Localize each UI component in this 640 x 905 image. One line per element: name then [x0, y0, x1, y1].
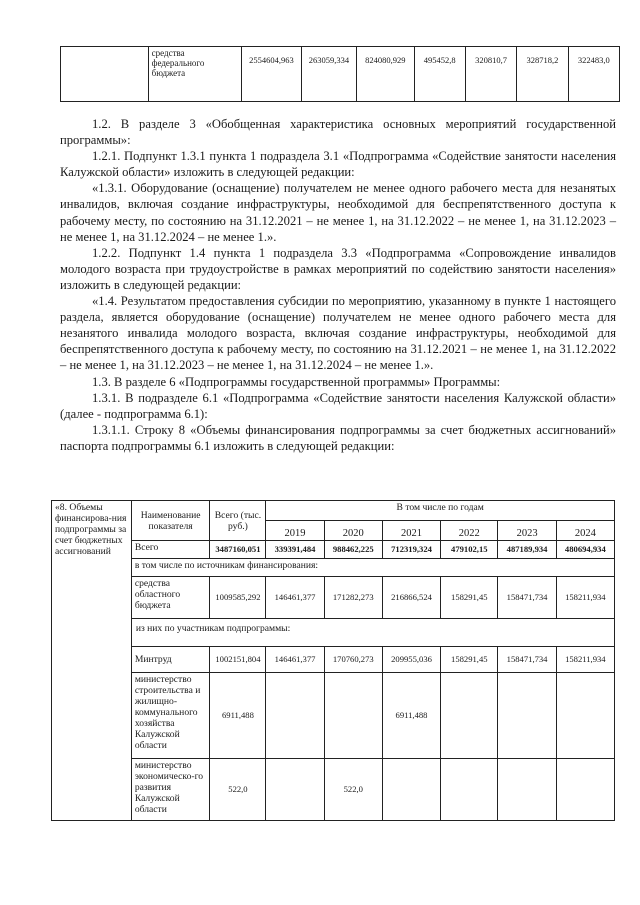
value-cell: 712319,324 [382, 541, 440, 559]
value-cell [498, 673, 556, 759]
value-cell: 6911,488 [210, 673, 266, 759]
top-table-fragment [60, 46, 620, 102]
value-cell: 328718,2 [517, 47, 568, 102]
value-cell: 146461,377 [266, 647, 324, 673]
paragraph: «1.4. Результатом предоставления субсидии по мероприятию, указанному в пункте 1 настоящего раздела, является оборудование (оснащение) получателем не менее одного рабочего места для незанятого инвалида молодого возраста, включая создание инфраструктуры, необходимой для беспрепятственного доступа к рабочему месту, по состоянию на 31.12.2021 – не менее 1, на 31.12.2022 – не менее 1, на 31.12.2023 – не менее 1, на 31.12.2024 – не менее 1.». [60, 294, 616, 373]
paragraph: 1.3. В разделе 6 «Подпрограммы государственной программы» Программы: [92, 374, 501, 389]
table-row [52, 577, 615, 619]
value-cell: 158211,934 [556, 647, 614, 673]
column-header: Всего (тыс. руб.) [210, 501, 266, 541]
table-row [52, 559, 615, 577]
paragraph: 1.3.1. В подразделе 6.1 «Подпрограмма «Содействие занятости населения Калужской области» (далее - подпрограмма 6.1): [60, 390, 616, 421]
year-header: 2023 [498, 521, 556, 541]
value-cell [498, 759, 556, 821]
year-header: 2024 [556, 521, 614, 541]
value-cell: 209955,036 [382, 647, 440, 673]
value-cell: 479102,15 [441, 541, 498, 559]
table-row [52, 673, 615, 759]
value-cell [556, 759, 614, 821]
row-title: «8. Объемы финансирова-ния подпрограммы за счет бюджетных ассигнований [52, 501, 132, 821]
value-cell: 6911,488 [382, 673, 440, 759]
table-row [52, 619, 615, 647]
year-header: 2019 [266, 521, 324, 541]
value-cell: 322483,0 [568, 47, 619, 102]
value-cell [556, 673, 614, 759]
row-label: средства федерального бюджета [148, 47, 242, 102]
subheader: в том числе по источникам финансирования: [131, 559, 614, 577]
value-cell: 480694,934 [556, 541, 614, 559]
value-cell [266, 759, 324, 821]
value-cell: 146461,377 [266, 577, 324, 619]
paragraph: 1.2.1. Подпункт 1.3.1 пункта 1 подраздела 3.1 «Подпрограмма «Содействие занятости населения Калужской области» изложить в следующей редакции: [60, 149, 616, 180]
row-label: Минтруд [131, 647, 210, 673]
row-label: средства областного бюджета [131, 577, 210, 619]
empty-cell [61, 47, 149, 102]
subheader: из них по участникам подпрограммы: [131, 619, 614, 647]
value-cell: 522,0 [324, 759, 382, 821]
value-cell: 216866,524 [382, 577, 440, 619]
paragraph: 1.2.2. Подпункт 1.4 пункта 1 подраздела 3.3 «Подпрограмма «Сопровождение инвалидов молодого возраста при трудоустройстве в рамках мероприятий по содействию занятости населения» изложить в следующей редакции: [60, 245, 616, 292]
value-cell: 320810,7 [465, 47, 516, 102]
year-header: 2020 [324, 521, 382, 541]
value-cell: 3487160,051 [210, 541, 266, 559]
value-cell [441, 673, 498, 759]
value-cell: 158211,934 [556, 577, 614, 619]
value-cell [382, 759, 440, 821]
value-cell: 988462,225 [324, 541, 382, 559]
paragraph: 1.2. В разделе 3 «Обобщенная характеристика основных мероприятий государственной программы»: [60, 117, 616, 148]
value-cell: 158471,734 [498, 647, 556, 673]
value-cell: 170760,273 [324, 647, 382, 673]
value-cell: 522,0 [210, 759, 266, 821]
paragraph: «1.3.1. Оборудование (оснащение) получателем не менее одного рабочего места для незанятых инвалидов, включая создание инфраструктуры, необходимой для беспрепятственного доступа к рабочему месту, по состоянию на 31.12.2021 – не менее 1, на 31.12.2022 – не менее 1, на 31.12.2023 – не менее 1, на 31.12.2024 – не менее 1.». [60, 181, 616, 244]
value-cell: 2554604,963 [242, 47, 301, 102]
value-cell: 487189,934 [498, 541, 556, 559]
value-cell: 158471,734 [498, 577, 556, 619]
table-row [52, 541, 615, 559]
table-row [52, 501, 615, 521]
value-cell: 263059,334 [301, 47, 356, 102]
value-cell: 158291,45 [441, 647, 498, 673]
document-body [60, 116, 616, 454]
year-header: 2021 [382, 521, 440, 541]
value-cell: 339391,484 [266, 541, 324, 559]
table-row [52, 647, 615, 673]
paragraph: 1.3.1.1. Строку 8 «Объемы финансирования подпрограммы за счет бюджетных ассигнований» паспорта подпрограммы 6.1 изложить в следующей редакции: [60, 422, 616, 453]
value-cell: 171282,273 [324, 577, 382, 619]
year-header: 2022 [441, 521, 498, 541]
row-label: министерство экономическо-го развития Калужской области [131, 759, 210, 821]
column-header: Наименование показателя [131, 501, 210, 541]
value-cell: 1009585,292 [210, 577, 266, 619]
table-row [52, 759, 615, 821]
value-cell: 158291,45 [441, 577, 498, 619]
row-label: министерство строительства и жилищно-коммунального хозяйства Калужской области [131, 673, 210, 759]
financing-table [51, 500, 615, 821]
value-cell [441, 759, 498, 821]
value-cell: 495452,8 [414, 47, 465, 102]
value-cell [324, 673, 382, 759]
row-label: Всего [131, 541, 210, 559]
value-cell: 1002151,804 [210, 647, 266, 673]
value-cell [266, 673, 324, 759]
value-cell: 824080,929 [357, 47, 414, 102]
table-row [61, 47, 620, 102]
column-header: В том числе по годам [266, 501, 615, 521]
